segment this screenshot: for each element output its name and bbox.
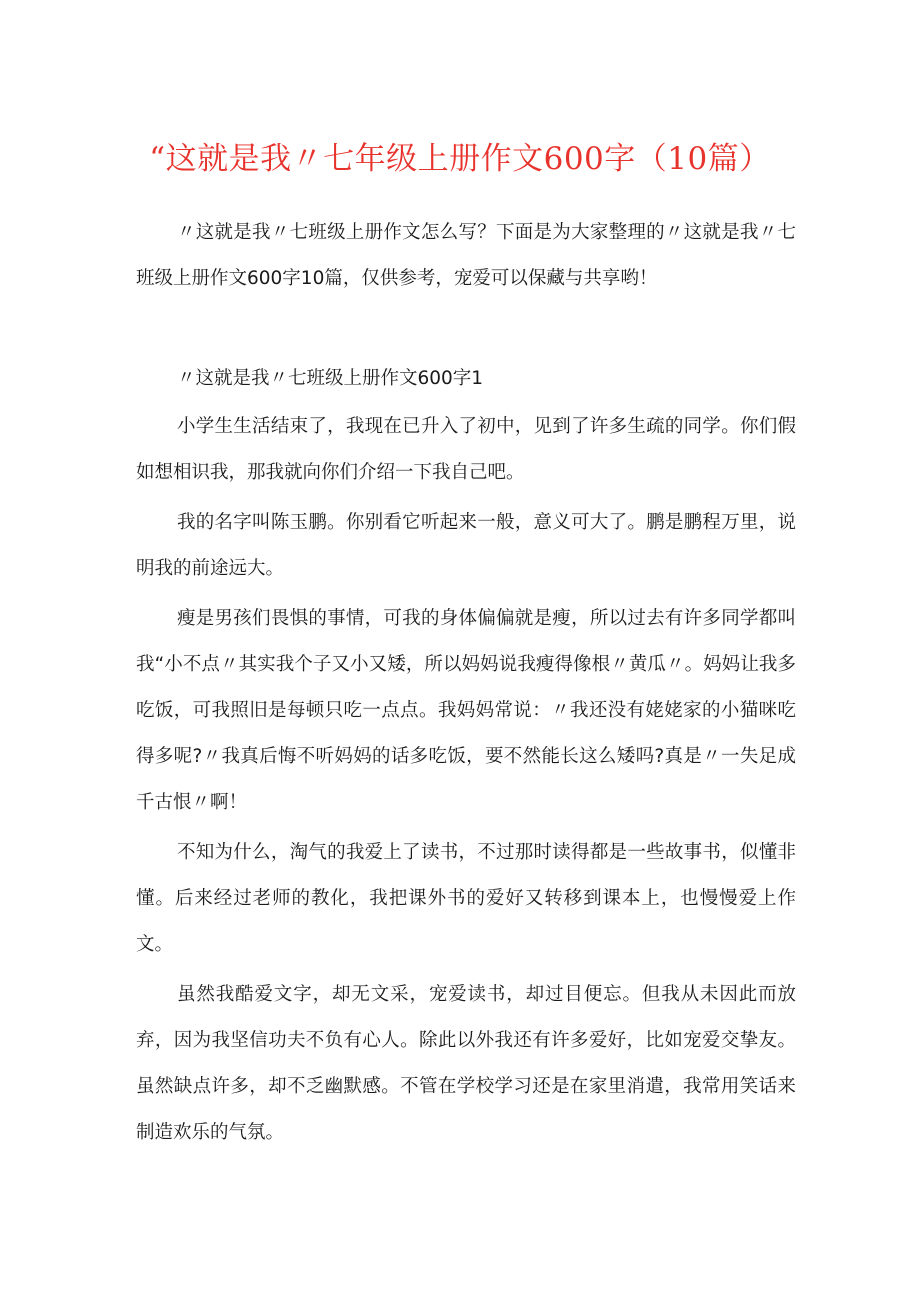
paragraph-1: 小学生生活结束了，我现在已升入了初中，见到了许多生疏的同学。你们假如想相识我，那我就向你们介绍一下我自己吧。 <box>136 416 796 483</box>
paragraph-5: 虽然我酷爱文字，却无文采，宠爱读书，却过目便忘。但我从未因此而放弃，因为我坚信功夫不负有心人。除此以外我还有许多爱好，比如宠爱交挚友。虽然缺点许多，却不乏幽默感。不管在学校学习还是在家里消遣，我常用笑话来制造欢乐的气氛。 <box>136 984 796 1143</box>
paragraph-2: 我的名字叫陈玉鹏。你别看它听起来一般，意义可大了。鹏是鹏程万里，说明我的前途远大。 <box>136 512 796 579</box>
section-heading: 〃这就是我〃七班级上册作文600字1 <box>177 368 484 389</box>
document-title: “这就是我〃七年级上册作文600字（10篇） <box>149 141 771 177</box>
article-body <box>136 356 796 1156</box>
paragraph-3: 瘦是男孩们畏惧的事情，可我的身体偏偏就是瘦，所以过去有许多同学都叫我“小不点〃其实我个子又小又矮，所以妈妈说我瘦得像根〃黄瓜〃。妈妈让我多吃饭，可我照旧是每顿只吃一点点。我妈妈常说：〃我还没有姥姥家的小猫咪吃得多呢?〃我真后悔不听妈妈的话多吃饭，要不然能长这么矮吗?真是〃一失足成千古恨〃啊！ <box>136 608 796 813</box>
intro-paragraph: 〃这就是我〃七班级上册作文怎么写？下面是为大家整理的〃这就是我〃七班级上册作文600字10篇，仅供参考，宠爱可以保藏与共享哟！ <box>136 222 796 289</box>
intro-block <box>136 210 796 302</box>
paragraph-4: 不知为什么，淘气的我爱上了读书，不过那时读得都是一些故事书，似懂非懂。后来经过老师的教化，我把课外书的爱好又转移到课本上，也慢慢爱上作文。 <box>136 842 796 955</box>
